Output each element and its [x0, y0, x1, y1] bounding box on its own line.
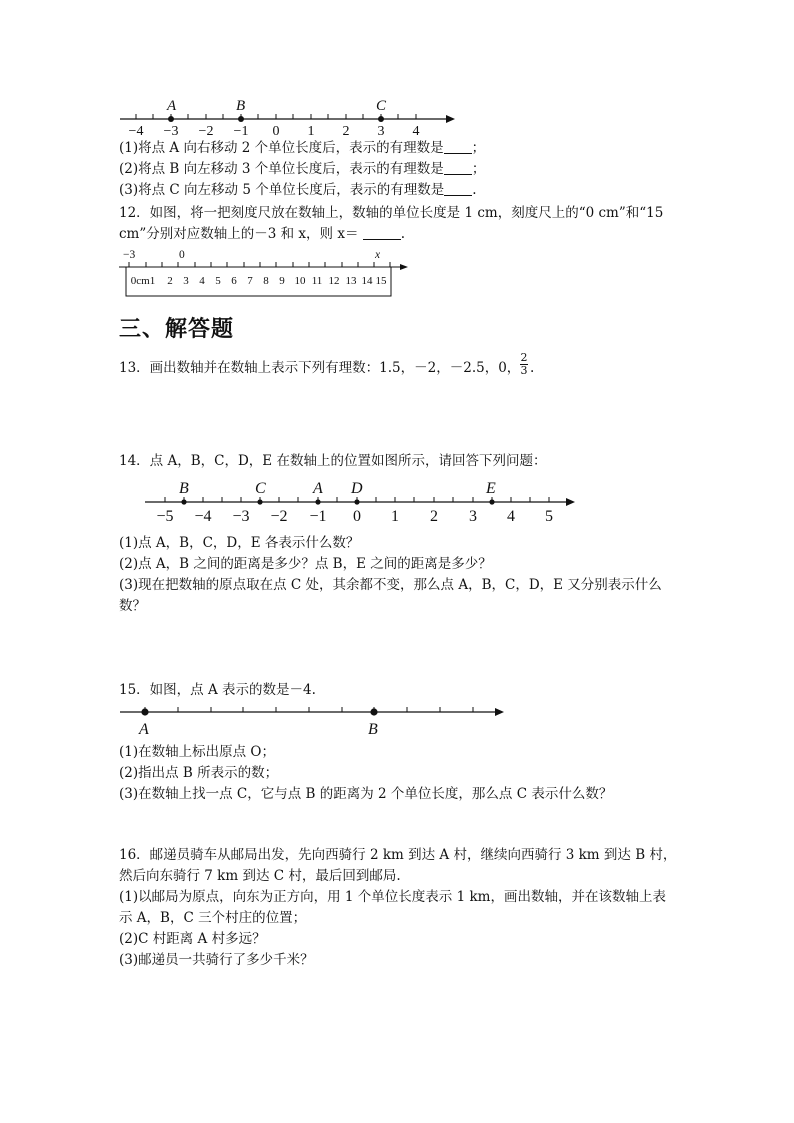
number-line-2 — [140, 476, 580, 526]
tick-label: −2 — [270, 508, 288, 525]
q15-part-2: (2)指出点 B 所表示的数； — [119, 765, 279, 781]
tick-label: 2 — [342, 124, 350, 138]
number-line-3 — [115, 700, 510, 742]
tick-label: −4 — [194, 508, 212, 525]
point-a — [315, 499, 320, 504]
answer-blank[interactable] — [444, 160, 472, 175]
label-d: D — [351, 480, 363, 497]
point-c — [378, 116, 384, 122]
tick-label: −4 — [128, 124, 144, 138]
ruler-mark: 2 — [167, 275, 173, 287]
q12-line-2: cm”分别对应数轴上的－3 和 x，则 x＝ . — [119, 226, 406, 242]
q13-text: 13．画出数轴并在数轴上表示下列有理数：1.5，－2，－2.5，0， — [119, 360, 521, 376]
ruler-mark: 10 — [294, 275, 306, 287]
q13-end: . — [530, 360, 535, 376]
q15-part-1: (1)在数轴上标出原点 O； — [119, 744, 275, 760]
q12-line-1: 12．如图，将一把刻度尺放在数轴上，数轴的单位长度是 1 cm，刻度尺上的“0 cm”和“15 — [119, 205, 664, 221]
label-b: B — [368, 721, 378, 738]
ruler-figure — [115, 244, 415, 300]
label-b: B — [236, 98, 246, 114]
axis-label-x: x — [375, 249, 381, 261]
q15-title: 15．如图，点 A 表示的数是－4. — [119, 682, 316, 698]
label-e: E — [486, 480, 496, 497]
q16-part-2: (2)C 村距离 A 村多远？ — [119, 931, 266, 947]
answer-blank[interactable] — [444, 181, 472, 196]
label-b: B — [179, 480, 189, 497]
tick-label: −2 — [198, 124, 214, 138]
q14-part-3: (3)现在把数轴的原点取在点 C 处，其余都不变，那么点 A，B，C，D，E 又分别表示什么 — [119, 577, 662, 593]
point-b — [181, 499, 186, 504]
point-b — [238, 116, 244, 122]
ruler-mark: 5 — [215, 275, 221, 287]
q14-title: 14．点 A，B，C，D，E 在数轴上的位置如图所示，请回答下列问题： — [119, 453, 547, 469]
label-c: C — [255, 480, 266, 497]
q16-line-1: 16．邮递员骑车从邮局出发，先向西骑行 2 km 到达 A 村，继续向西骑行 3 km 到达 B 村， — [119, 847, 677, 863]
tick-label: 1 — [391, 508, 399, 525]
q14-part-3-cont: 数？ — [119, 598, 146, 614]
ruler-mark: 11 — [311, 275, 323, 287]
ruler-mark: 13 — [345, 275, 357, 287]
q11-item-2: (2)将点 B 向左移动 3 个单位长度后，表示的有理数是 ； — [119, 161, 486, 177]
tick-label: −3 — [232, 508, 250, 525]
ruler-mark: 4 — [199, 275, 205, 287]
number-line-1 — [110, 92, 460, 138]
tick-label: 0 — [353, 508, 361, 525]
tick-label: 3 — [469, 508, 477, 525]
axis-label-neg3: −3 — [123, 249, 136, 261]
tick-label: −3 — [163, 124, 179, 138]
answer-blank[interactable] — [363, 225, 401, 240]
q14-part-2: (2)点 A，B 之间的距离是多少？点 B，E 之间的距离是多少？ — [119, 556, 492, 572]
tick-label: 1 — [307, 124, 315, 138]
label-a: A — [167, 98, 177, 114]
section-title: 三、解答题 — [119, 317, 235, 342]
q16-part-1: (1)以邮局为原点，向东为正方向，用 1 个单位长度表示 1 km，画出数轴，并在该数轴上表 — [119, 889, 666, 905]
tick-label: −1 — [233, 124, 249, 138]
tick-label: 2 — [430, 508, 438, 525]
ruler-mark: 12 — [328, 275, 340, 287]
tick-label: 3 — [377, 124, 385, 138]
ruler-mark: 6 — [231, 275, 237, 287]
point-b — [370, 708, 377, 715]
q11-item-3: (3)将点 C 向左移动 5 个单位长度后，表示的有理数是 . — [119, 182, 477, 198]
ruler-mark: 14 — [361, 275, 373, 287]
fraction-two-thirds: 2 3 — [520, 351, 528, 377]
answer-blank[interactable] — [444, 139, 472, 154]
q14-part-1: (1)点 A，B，C，D，E 各表示什么数？ — [119, 535, 360, 551]
ruler-mark: 8 — [263, 275, 269, 287]
tick-label: 0 — [272, 124, 280, 138]
ruler-mark: 0cm1 — [130, 275, 156, 287]
ruler-mark: 15 — [375, 275, 387, 287]
label-c: C — [376, 98, 387, 114]
ruler-mark: 7 — [247, 275, 253, 287]
tick-label: −1 — [309, 508, 327, 525]
q16-part-1-cont: 示 A，B，C 三个村庄的位置； — [119, 910, 307, 926]
tick-label: 4 — [507, 508, 515, 525]
ruler-mark: 9 — [279, 275, 285, 287]
label-a: A — [139, 721, 149, 738]
q16-part-3: (3)邮递员一共骑行了多少千米？ — [119, 952, 314, 968]
point-c — [257, 499, 262, 504]
point-a — [168, 116, 174, 122]
ruler-mark: 3 — [183, 275, 189, 287]
tick-label: 5 — [545, 508, 553, 525]
q15-part-3: (3)在数轴上找一点 C，它与点 B 的距离为 2 个单位长度，那么点 C 表示什么数？ — [119, 786, 613, 802]
point-e — [489, 499, 494, 504]
point-a — [141, 708, 148, 715]
q16-line-2: 然后向东骑行 7 km 到达 C 村，最后回到邮局. — [119, 868, 401, 884]
point-d — [354, 499, 359, 504]
q11-item-1: (1)将点 A 向右移动 2 个单位长度后，表示的有理数是 ； — [119, 140, 486, 156]
axis-label-0: 0 — [179, 249, 185, 261]
label-a: A — [313, 480, 323, 497]
tick-label: 4 — [412, 124, 420, 138]
tick-label: −5 — [156, 508, 174, 525]
